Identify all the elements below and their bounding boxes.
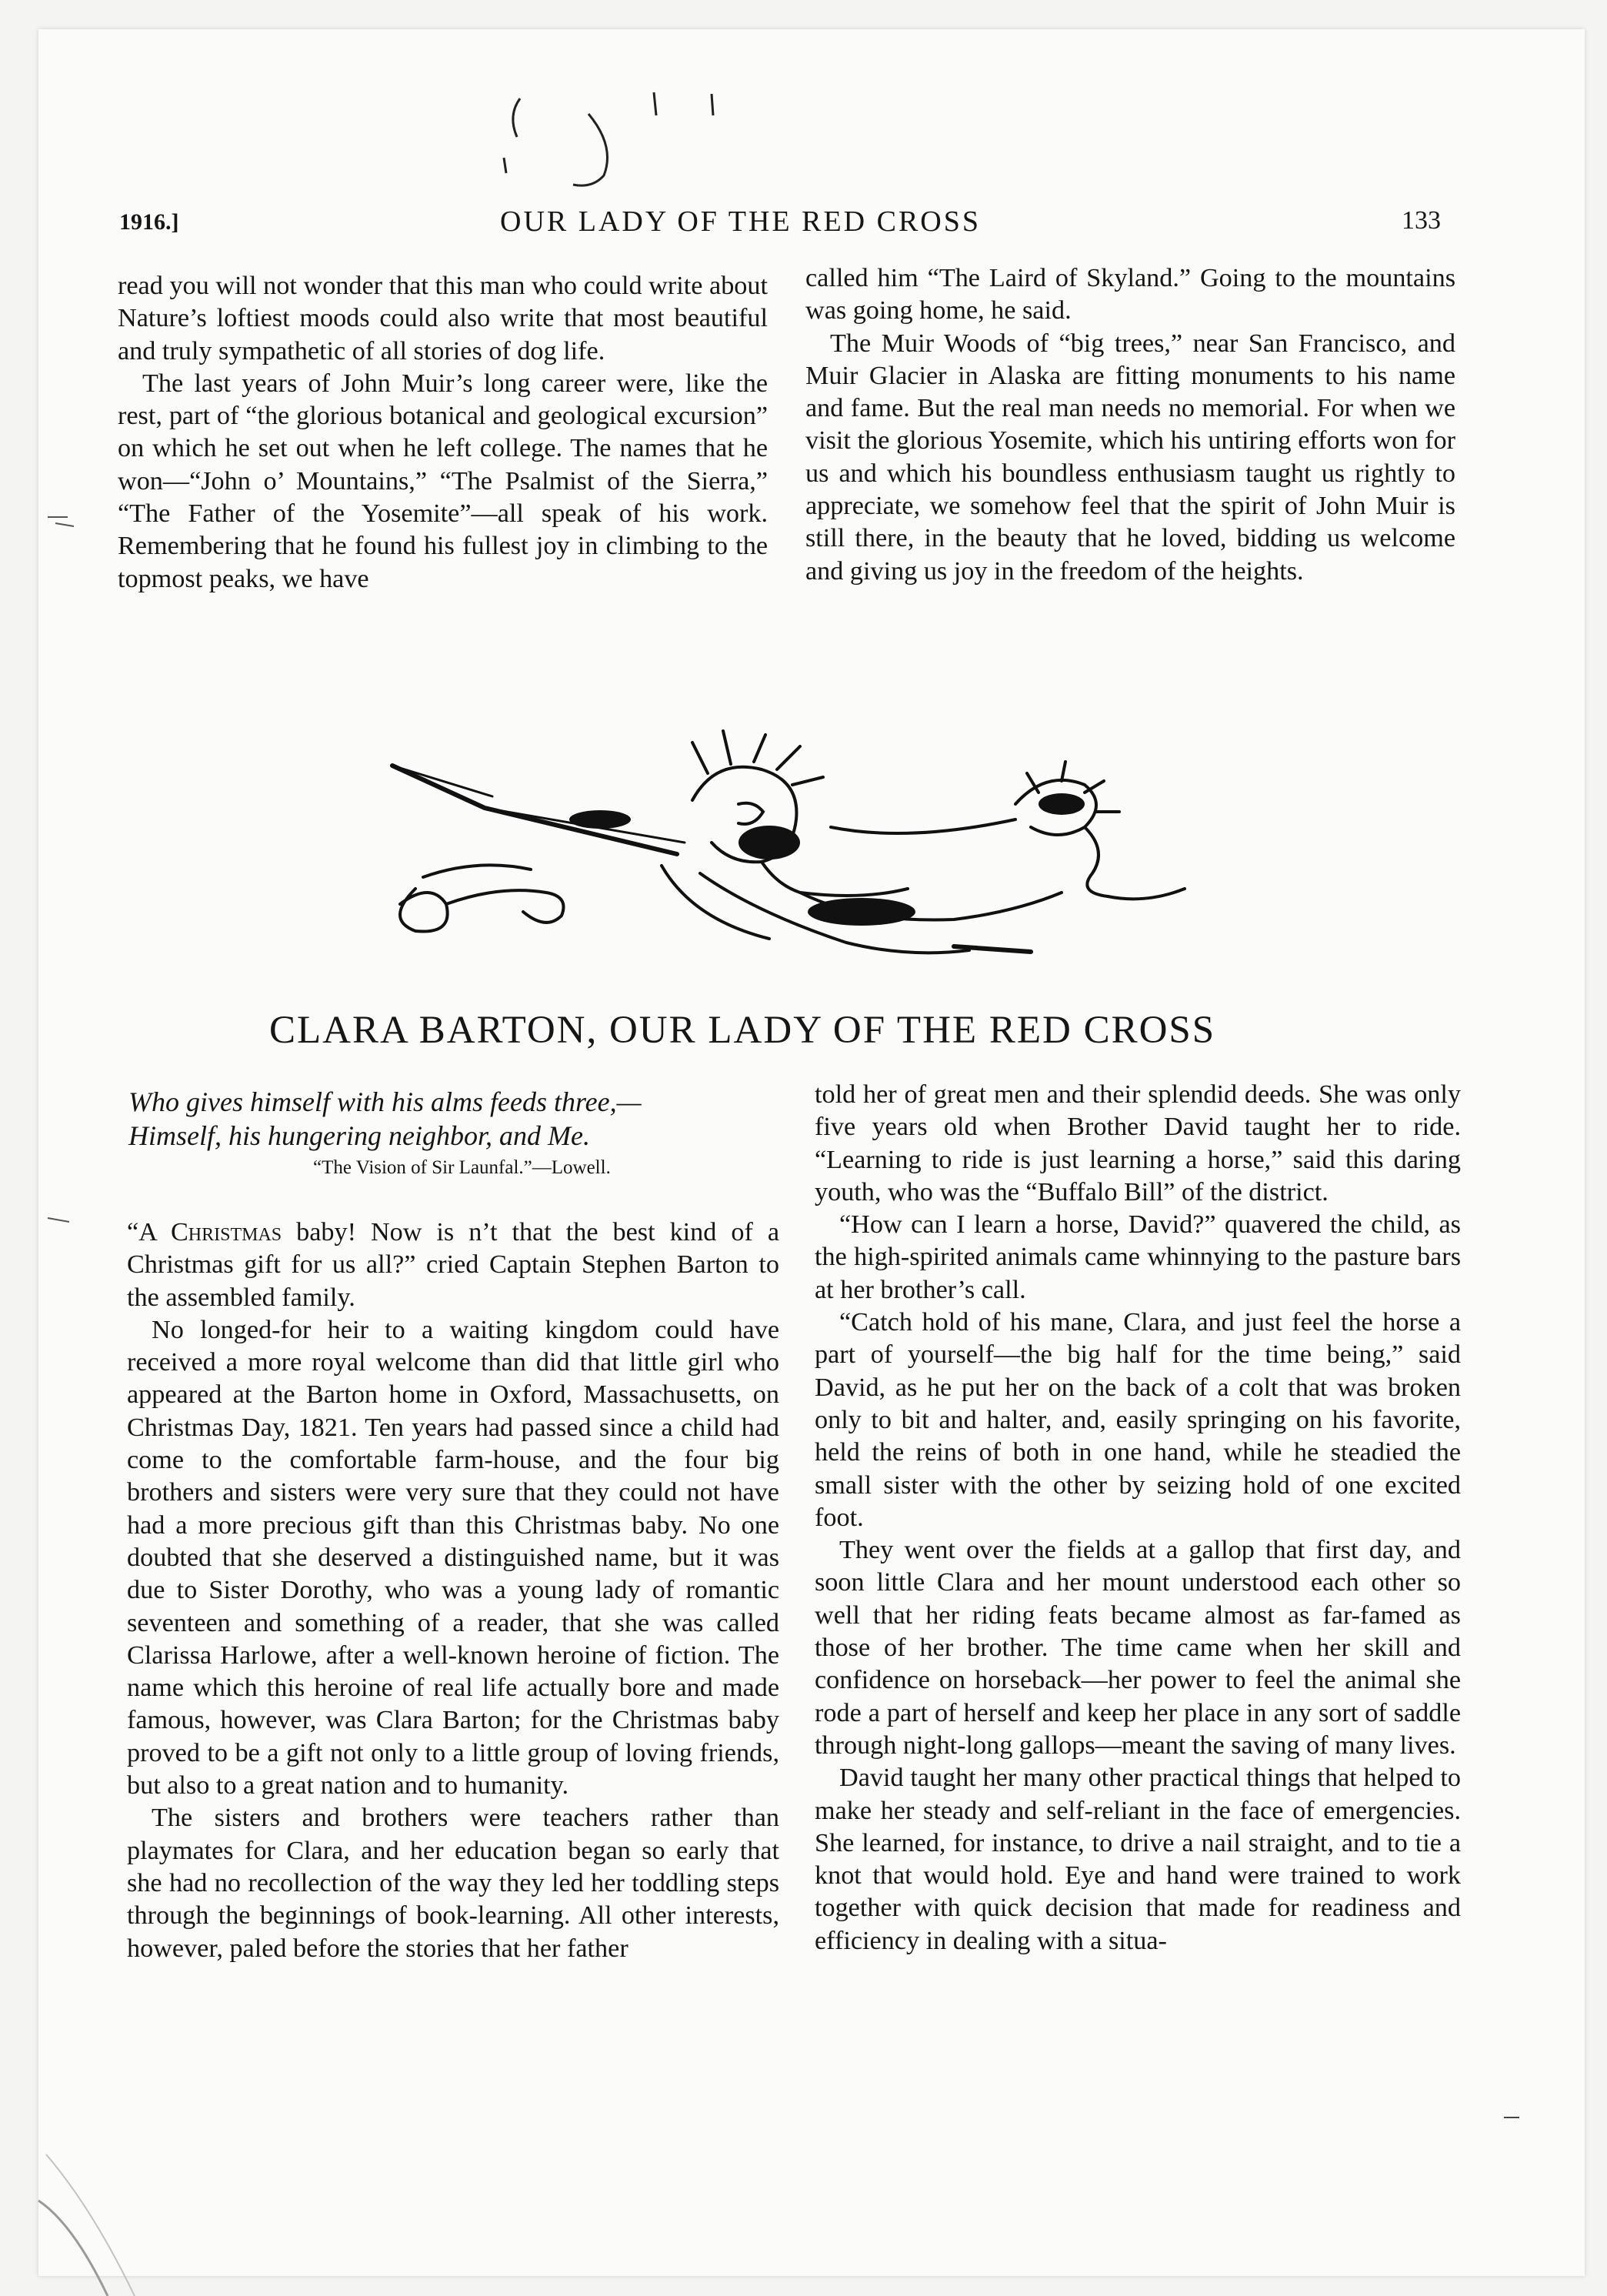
epigraph-source: “The Vision of Sir Launfal.”—Lowell. [313,1157,611,1178]
paragraph: The Muir Woods of “big trees,” near San Francisco, and Muir Glacier in Alaska are fitting monuments to his name and fame. But the real man needs no memorial. For when we visit the glorious Yosemite, which his untiring efforts won for us and which his boundless enthusiasm taught us rightly to appreciate, we somehow feel that the spirit of John Muir is still there, in the beauty that he loved, bidding us welcome and giving us joy in the freedom of the heights. [805,329,1455,586]
column-3 [127,1216,779,1965]
quote-open: “A [127,1218,171,1246]
paragraph: David taught her many other practical things that helped to make her steady and self-reliant in the face of emergencies. She learned, for instance, to drive a nail straight, and to tie a knot that would hold. Eye and hand were trained to work together with quick decision that made for readiness and efficiency in dealing with a situa- [815,1764,1461,1955]
column-1 [118,270,768,596]
paragraph: read you will not wonder that this man who could write about Nature’s loftiest moods could also write that most beautiful and truly sympathetic of all stories of dog life. [118,272,768,365]
article-title: CLARA BARTON, OUR LADY OF THE RED CROSS [269,1009,1216,1052]
paragraph: They went over the fields at a gallop that first day, and soon little Clara and her mount understood each other so well that her riding feats became almost as far-famed as those of her brother. The time came when her skill and confidence on horseback—her power to feel the animal she rode a part of herself and keep her place in any sort of saddle through night-long gallops—meant the saving of many lives. [815,1536,1461,1760]
epigraph-line: Himself, his hungering neighbor, and Me. [128,1120,590,1151]
column-4 [815,1079,1461,1957]
small-caps-word: Christmas [170,1218,282,1246]
paragraph: “How can I learn a horse, David?” quavered the child, as the high-spirited animals came whinnying to the pasture bars at her brother’s call. [815,1210,1461,1304]
column-2 [805,262,1455,588]
running-title: OUR LADY OF THE RED CROSS [500,205,982,238]
header-year: 1916.] [119,209,179,235]
paragraph: called him “The Laird of Skyland.” Going to the mountains was going home, he said. [805,264,1455,325]
paragraph: told her of great men and their splendid deeds. She was only five years old when Brother David taught her to ride. “Learning to ride is just learning a horse,” said this daring youth, who was the “Buffalo Bill” of the district. [815,1080,1461,1206]
paragraph: No longed-for heir to a waiting kingdom could have received a more royal welcome than did that little girl who appeared at the Barton home in Oxford, Massachusetts, on Christmas Day, 1821. Ten years had passed since a child had come to the comfortable farm-house, and the four big brothers and sisters were very sure that they could not have had a more precious gift than this Christmas baby. No one doubted that she deserved a distinguished name, but it was due to Sister Dorothy, who was a young lady of romantic seventeen and something of a reader, that she was called Clarissa Harlowe, after a well-known heroine of fiction. The name which this heroine of real life actually bore and made famous, however, was Clara Barton; for the Christmas baby proved to be a gift not only to a little group of loving friends, but also to a great nation and to humanity. [127,1315,779,1800]
herald-ornament-illustration [369,727,1215,969]
paragraph: “Catch hold of his mane, Clara, and just feel the horse a part of yourself—the big half for the time being,” said David, as he put her on the back of a colt that was broken only to bit and halter, and, easily springing on his favorite, held the reins of both in one hand, while he steadied the small sister with the other by seizing hold of one excited foot. [815,1308,1461,1532]
paragraph: The sisters and brothers were teachers rather than playmates for Clara, and her education began so early that she had no recollection of the way they led her toddling steps through the beginnings of book-learning. All other interests, however, paled before the stories that her father [127,1804,779,1963]
paragraph [127,1216,779,1314]
epigraph [128,1085,775,1179]
paragraph: The last years of John Muir’s long career were, like the rest, part of “the glorious botanical and geological excursion” on which he set out when he left college. The names that he won—“John o’ Mountains,” “The Psalmist of the Sierra,” “The Father of the Yosemite”—all speak of his work. Remembering that he found his fullest joy in climbing to the topmost peaks, we have [118,369,768,593]
epigraph-line: Who gives himself with his alms feeds three,— [128,1086,642,1117]
paragraph-text: baby! Now is n’t that the best kind of a Christmas gift for us all?” cried Captain Stephen Barton to the assembled family. [127,1218,779,1312]
page-number: 133 [1402,206,1441,235]
